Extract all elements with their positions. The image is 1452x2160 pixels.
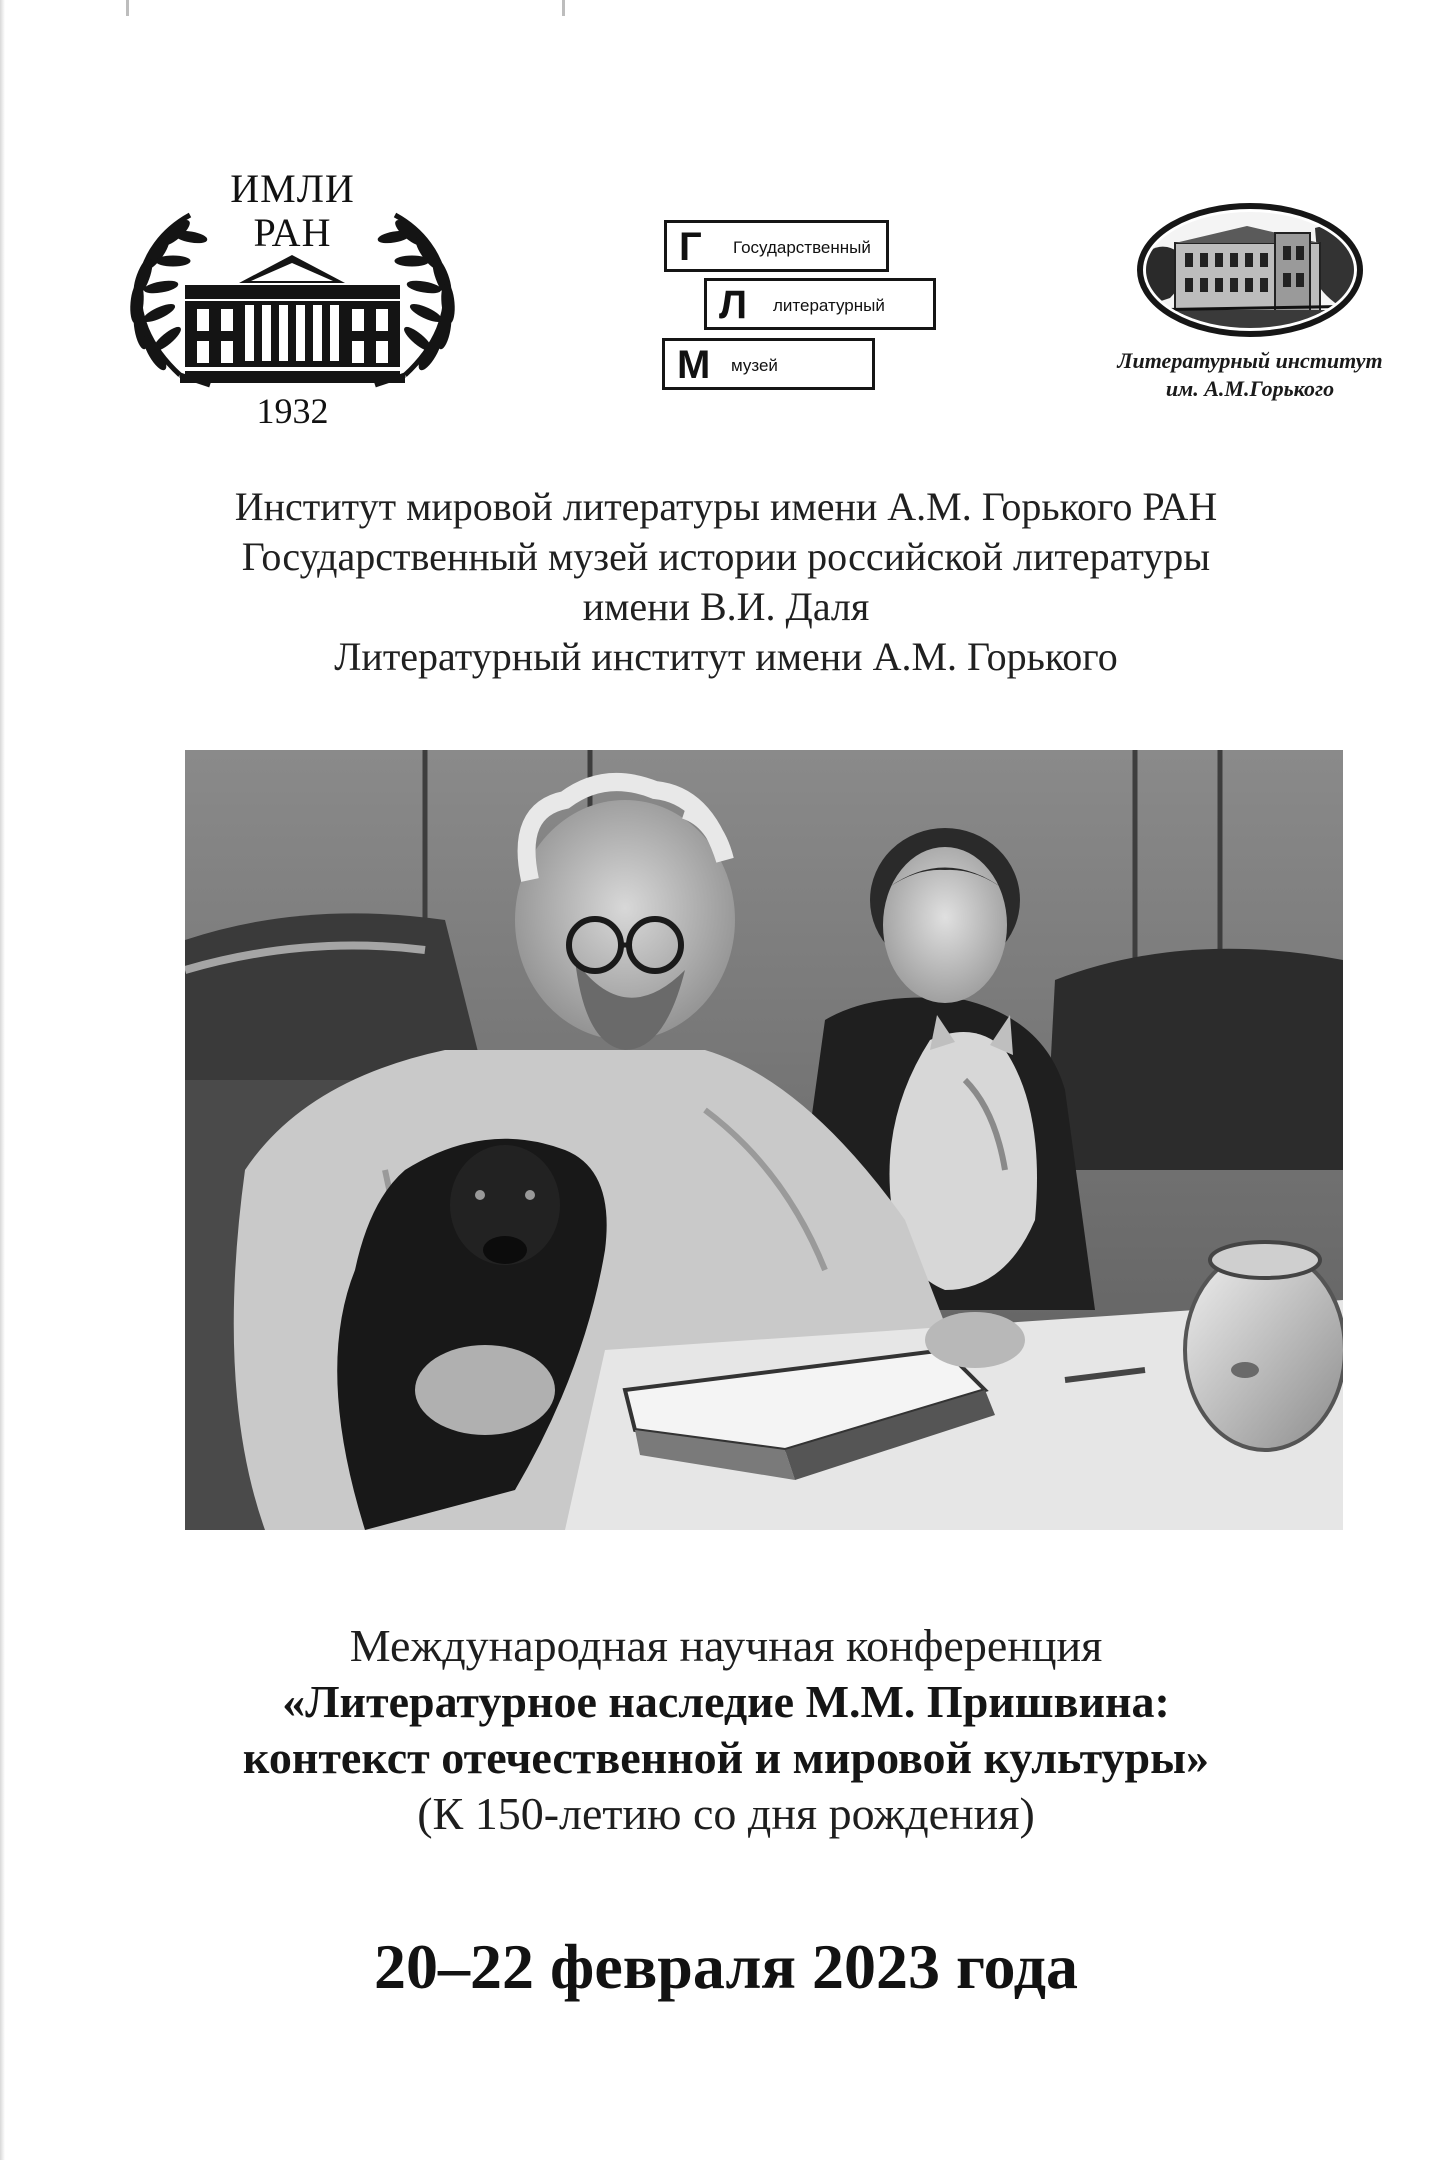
literary-institute-caption: Литературный институт — [1117, 348, 1383, 373]
organizer-line: Институт мировой литературы имени А.М. Горького РАН — [234, 484, 1218, 529]
imli-logo-year: 1932 — [256, 391, 329, 431]
organizer-line: Государственный музей истории российской литературы — [241, 534, 1211, 579]
scan-mark — [562, 0, 565, 16]
conference-title: контекст отечественной и мировой культуры» — [242, 1732, 1210, 1783]
literary-institute-caption: им. А.М.Горького — [1165, 376, 1335, 401]
conference-info — [0, 1618, 1452, 1842]
logo-word: музей — [731, 356, 778, 375]
imli-building-laurel-icon — [105, 205, 480, 395]
literary-institute-logo — [1080, 198, 1420, 408]
imli-ran-logo — [105, 165, 480, 435]
logo-letter: М — [677, 343, 711, 387]
prishvin-photo — [185, 750, 1343, 1530]
conference-dates: 20–22 февраля 2023 года — [374, 1931, 1078, 2002]
imli-logo-title: ИМЛИ — [230, 166, 355, 211]
logo-block — [704, 278, 936, 330]
logo-word: Государственный — [733, 238, 871, 257]
conference-title: «Литературное наследие М.М. Пришвина: — [282, 1676, 1170, 1727]
logo-word: литературный — [773, 296, 885, 315]
imli-logo-subtitle: РАН — [253, 210, 332, 255]
organizer-line: имени В.И. Даля — [582, 584, 870, 629]
logo-block — [662, 338, 875, 390]
logo-letter: Л — [719, 283, 748, 327]
conference-type: Международная научная конференция — [349, 1620, 1103, 1671]
organizer-line: Литературный институт имени А.М. Горького — [334, 634, 1118, 679]
logo-letter: Г — [679, 225, 702, 269]
logo-block — [664, 220, 889, 272]
state-literary-museum-logo — [660, 218, 950, 403]
literary-institute-building-icon — [1080, 198, 1420, 343]
conference-subtitle: (К 150-летию со дня рождения) — [417, 1788, 1035, 1839]
photo-image — [185, 750, 1343, 1530]
scan-mark — [126, 0, 129, 16]
organizers-block — [0, 482, 1452, 682]
